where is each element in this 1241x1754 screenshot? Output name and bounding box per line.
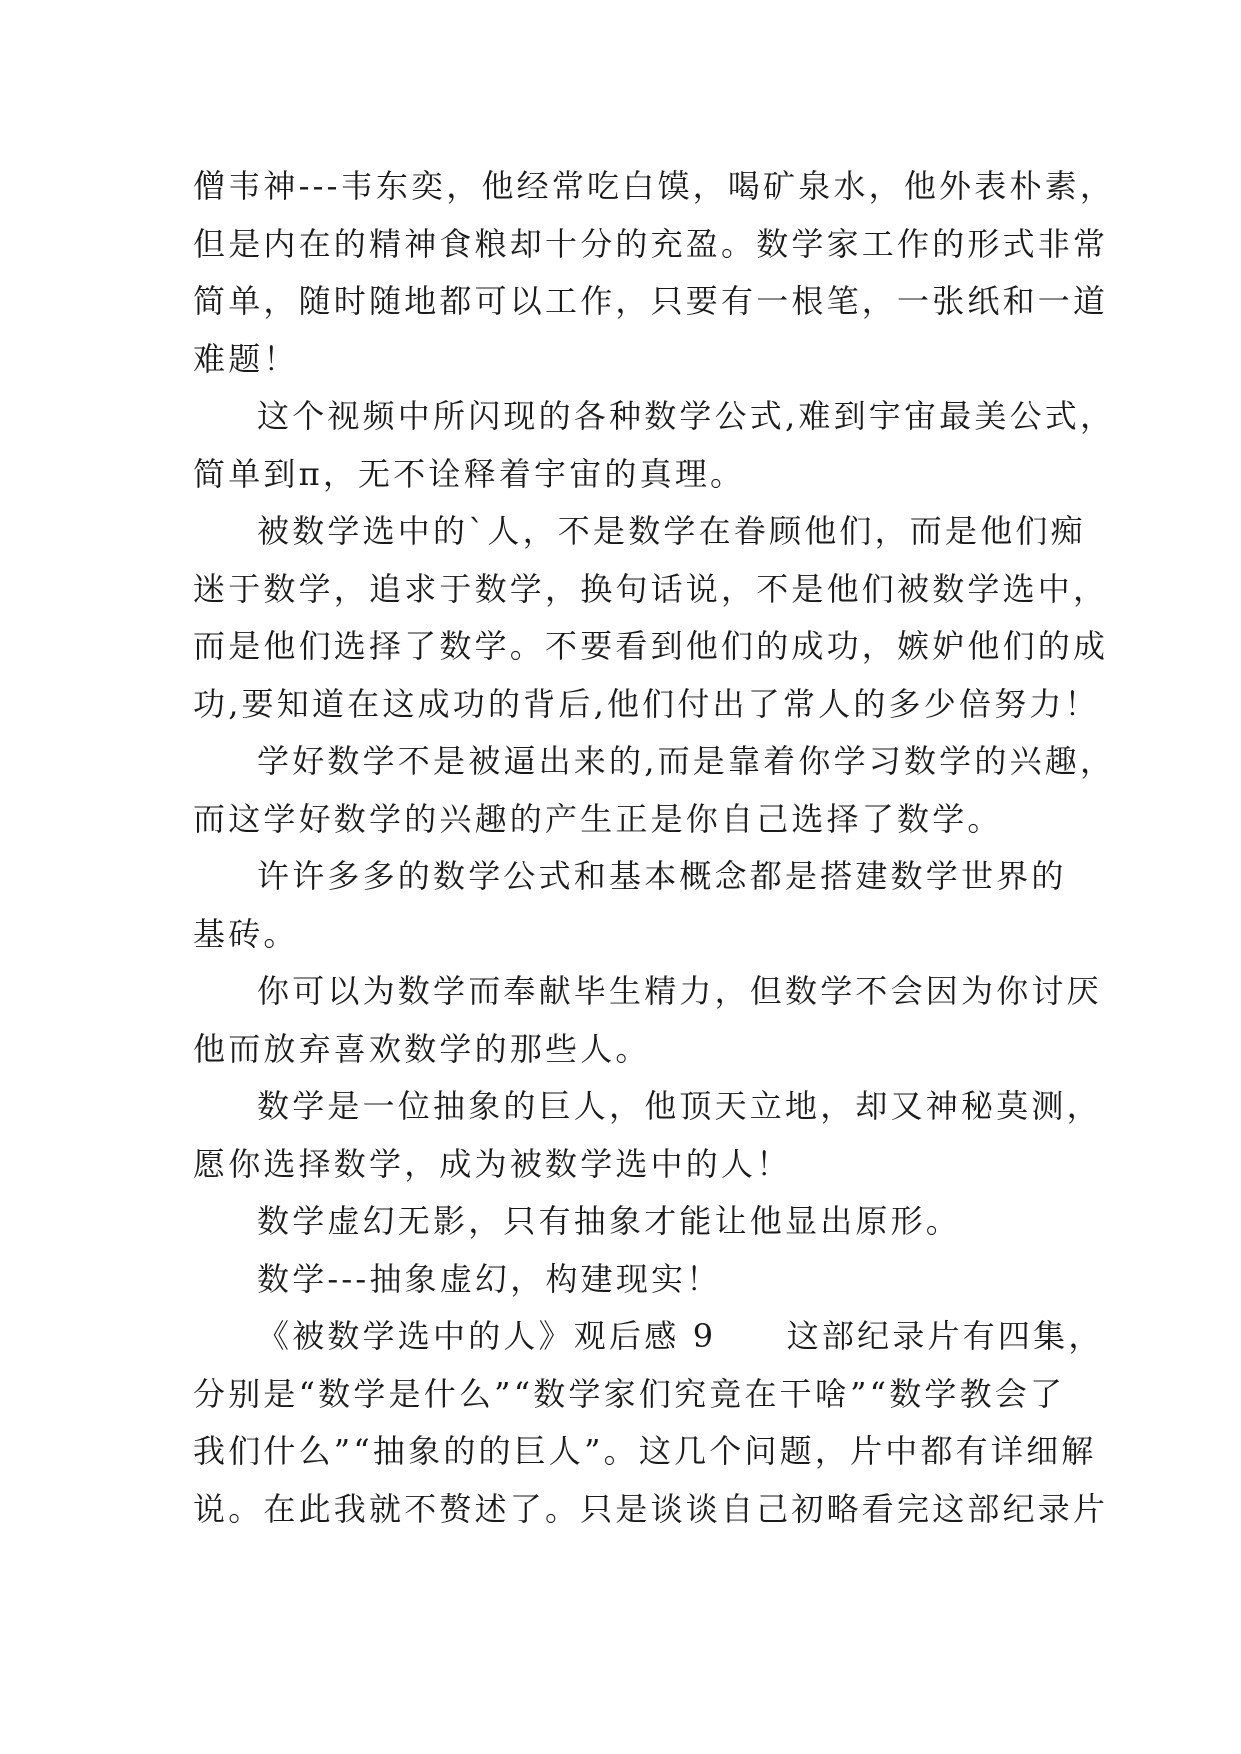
text-line: 难题！ bbox=[193, 339, 299, 378]
text-line: 功,要知道在这成功的背后,他们付出了常人的多少倍努力！ bbox=[193, 684, 1100, 723]
text-line: 这个视频中所闪现的各种数学公式,难到宇宙最美公式， bbox=[257, 397, 1116, 435]
text-line: 许许多多的数学公式和基本概念都是搭建数学世界的 bbox=[257, 857, 1067, 895]
text-line: 而是他们选择了数学。不要看到他们的成功，嫉妒他们的成 bbox=[193, 627, 1109, 665]
text-line: 我们什么”“抽象的的巨人”。这几个问题，片中都有详细解 bbox=[193, 1432, 1097, 1470]
text-line: 《被数学选中的人》观后感 9 这部纪录片有四集， bbox=[257, 1317, 1104, 1355]
text-line: 分别是“数学是什么”“数学家们究竟在干啥”“数学教会了 bbox=[193, 1374, 1066, 1413]
text-line: 数学虚幻无影，只有抽象才能让他显出原形。 bbox=[257, 1202, 962, 1240]
text-line: 被数学选中的`人，不是数学在眷顾他们，而是他们痴 bbox=[257, 512, 1086, 550]
text-line: 基砖。 bbox=[193, 914, 299, 953]
text-line: 你可以为数学而奉献毕生精力，但数学不会因为你讨厌 bbox=[257, 972, 1102, 1010]
text-line: 而这学好数学的兴趣的产生正是你自己选择了数学。 bbox=[193, 799, 1003, 838]
text-line: 说。在此我就不赘述了。只是谈谈自己初略看完这部纪录片 bbox=[193, 1489, 1109, 1528]
text-line: 数学是一位抽象的巨人，他顶天立地，却又神秘莫测， bbox=[257, 1087, 1102, 1125]
text-line: 数学---抽象虚幻，构建现实！ bbox=[257, 1259, 722, 1298]
text-line: 愿你选择数学，成为被数学选中的人！ bbox=[193, 1144, 792, 1183]
text-line: 但是内在的精神食粮却十分的充盈。数学家工作的形式非常 bbox=[193, 224, 1109, 263]
body-text bbox=[193, 158, 1116, 1538]
text-line: 简单，随时随地都可以工作，只要有一根笔，一张纸和一道 bbox=[193, 282, 1109, 320]
text-line: 僧韦神---韦东奕，他经常吃白馍，喝矿泉水，他外表朴素， bbox=[193, 167, 1116, 205]
text-line: 迷于数学，追求于数学，换句话说，不是他们被数学选中， bbox=[193, 569, 1109, 608]
text-line: 简单到π，无不诠释着宇宙的真理。 bbox=[193, 454, 746, 493]
text-line: 学好数学不是被逼出来的,而是靠着你学习数学的兴趣， bbox=[257, 742, 1116, 780]
text-line: 他而放弃喜欢数学的那些人。 bbox=[193, 1029, 651, 1068]
